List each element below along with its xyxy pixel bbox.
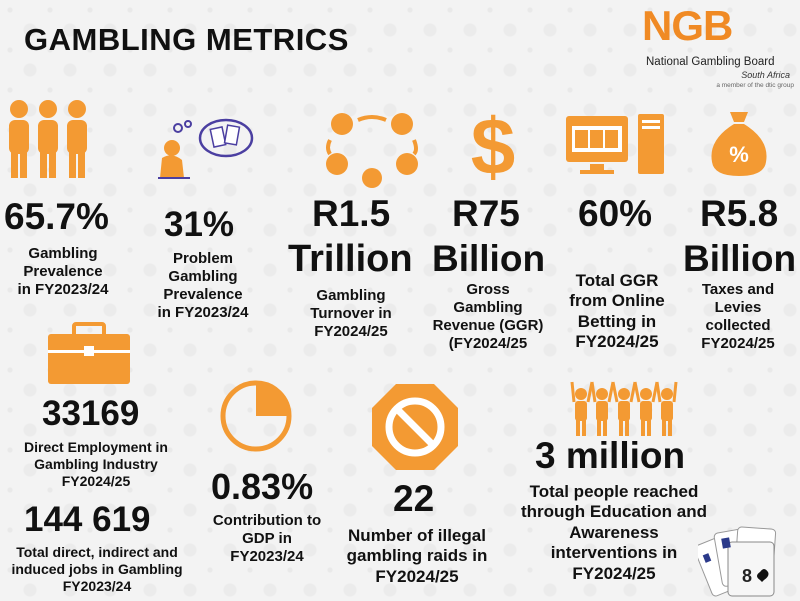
taxes-value-unit: Billion bbox=[683, 238, 797, 279]
jobs-label bbox=[0, 544, 194, 594]
svg-text:$: $ bbox=[470, 106, 516, 186]
ggr-label-line: Revenue (GGR) bbox=[432, 317, 544, 334]
crowd-cheering-icon bbox=[570, 378, 678, 438]
turnover-label-line: Gambling bbox=[316, 287, 386, 304]
gdp-label bbox=[196, 512, 338, 566]
online-label-line: Total GGR bbox=[575, 271, 659, 290]
jobs-label-line: Total direct, indirect and bbox=[16, 544, 178, 560]
page-title: GAMBLING METRICS bbox=[24, 22, 349, 57]
prevalence-label-line: Prevalence bbox=[23, 263, 103, 280]
raids-label-line: Number of illegal bbox=[348, 526, 486, 545]
employment-label bbox=[8, 439, 184, 489]
cycle-arrows-icon bbox=[322, 112, 422, 192]
logo-member: a member of the dtic group bbox=[716, 82, 794, 89]
raids-label bbox=[332, 526, 502, 587]
dollar-icon bbox=[468, 106, 518, 186]
employment-value: 33169 bbox=[42, 394, 140, 433]
online-label-line: Betting in bbox=[577, 311, 657, 331]
svg-text:%: % bbox=[729, 142, 749, 167]
ggr-label-line: (FY2024/25 bbox=[448, 335, 528, 352]
ggr-label-line: Gambling bbox=[453, 299, 523, 316]
prevalence-label-line: Gambling bbox=[28, 245, 98, 262]
gdp-value: 0.83% bbox=[211, 466, 314, 507]
reach-value: 3 million bbox=[535, 435, 686, 476]
jobs-value: 144 619 bbox=[24, 500, 151, 539]
logo-name: National Gambling Board bbox=[646, 56, 775, 68]
prevalence-label-line: in FY2023/24 bbox=[17, 281, 109, 298]
taxes-label-line: collected bbox=[705, 317, 771, 334]
turnover-label bbox=[296, 287, 406, 341]
employment-label-line: Gambling Industry bbox=[34, 455, 158, 472]
taxes-label-line: FY2024/25 bbox=[701, 335, 775, 352]
problem-value: 31% bbox=[164, 205, 235, 244]
people-icon bbox=[4, 96, 92, 182]
turnover-value-amount: R1.5 bbox=[312, 193, 391, 234]
card-number: 8 bbox=[742, 566, 753, 586]
turnover-label-line: FY2024/25 bbox=[314, 323, 388, 340]
raids-value: 22 bbox=[393, 478, 435, 519]
reach-label-line: interventions in bbox=[550, 543, 678, 563]
prevalence-label bbox=[0, 245, 126, 299]
ggr-value-amount: R75 bbox=[452, 193, 520, 234]
reach-label-line: through Education and bbox=[520, 502, 708, 522]
ggr-value-unit: Billion bbox=[432, 238, 546, 279]
logo-country: South Africa bbox=[741, 70, 790, 80]
taxes-value-amount: R5.8 bbox=[700, 193, 779, 234]
reach-label-line: Total people reached bbox=[529, 482, 699, 501]
ngb-logo bbox=[642, 4, 794, 92]
ggr-label-line: Gross bbox=[466, 281, 510, 298]
taxes-label bbox=[686, 281, 790, 353]
reach-label-line: FY2024/25 bbox=[572, 563, 656, 583]
turnover-label-line: Turnover in bbox=[310, 305, 392, 322]
ggr-label bbox=[418, 281, 558, 353]
problem-label-line: in FY2023/24 bbox=[157, 304, 249, 321]
slot-machine-computer-icon bbox=[566, 112, 670, 176]
employment-label-line: FY2024/25 bbox=[61, 472, 131, 489]
raids-label-line: FY2024/25 bbox=[375, 566, 459, 586]
jobs-label-line: FY2023/24 bbox=[62, 577, 132, 594]
pie-chart-icon bbox=[210, 380, 302, 452]
employment-label-line: Direct Employment in bbox=[24, 439, 168, 455]
taxes-label-line: Taxes and bbox=[701, 281, 775, 298]
reach-label-line: Awareness bbox=[569, 522, 659, 542]
prohibited-sign-icon bbox=[370, 382, 460, 472]
logo-mark: NGB bbox=[642, 2, 733, 49]
problem-label-line: Prevalence bbox=[163, 286, 243, 303]
online-label-line: FY2024/25 bbox=[575, 332, 659, 352]
problem-gambler-icon bbox=[150, 118, 254, 182]
taxes-label-line: Levies bbox=[714, 299, 762, 316]
jobs-label-line: induced jobs in Gambling bbox=[11, 560, 183, 577]
problem-label bbox=[140, 250, 266, 322]
online-label-line: from Online bbox=[569, 291, 665, 311]
problem-label-line: Problem bbox=[172, 250, 233, 267]
gdp-label-line: GDP in bbox=[242, 530, 292, 547]
money-bag-percent-icon bbox=[708, 108, 770, 178]
prevalence-value: 65.7% bbox=[4, 196, 109, 237]
briefcase-icon bbox=[46, 322, 132, 386]
playing-cards-icon bbox=[698, 524, 796, 598]
raids-label-line: gambling raids in bbox=[346, 546, 488, 566]
problem-label-line: Gambling bbox=[168, 268, 238, 285]
online-label bbox=[558, 271, 676, 353]
gdp-label-line: FY2023/24 bbox=[230, 548, 304, 565]
turnover-value-unit: Trillion bbox=[288, 238, 413, 280]
online-value: 60% bbox=[578, 193, 653, 234]
gdp-label-line: Contribution to bbox=[212, 512, 322, 529]
